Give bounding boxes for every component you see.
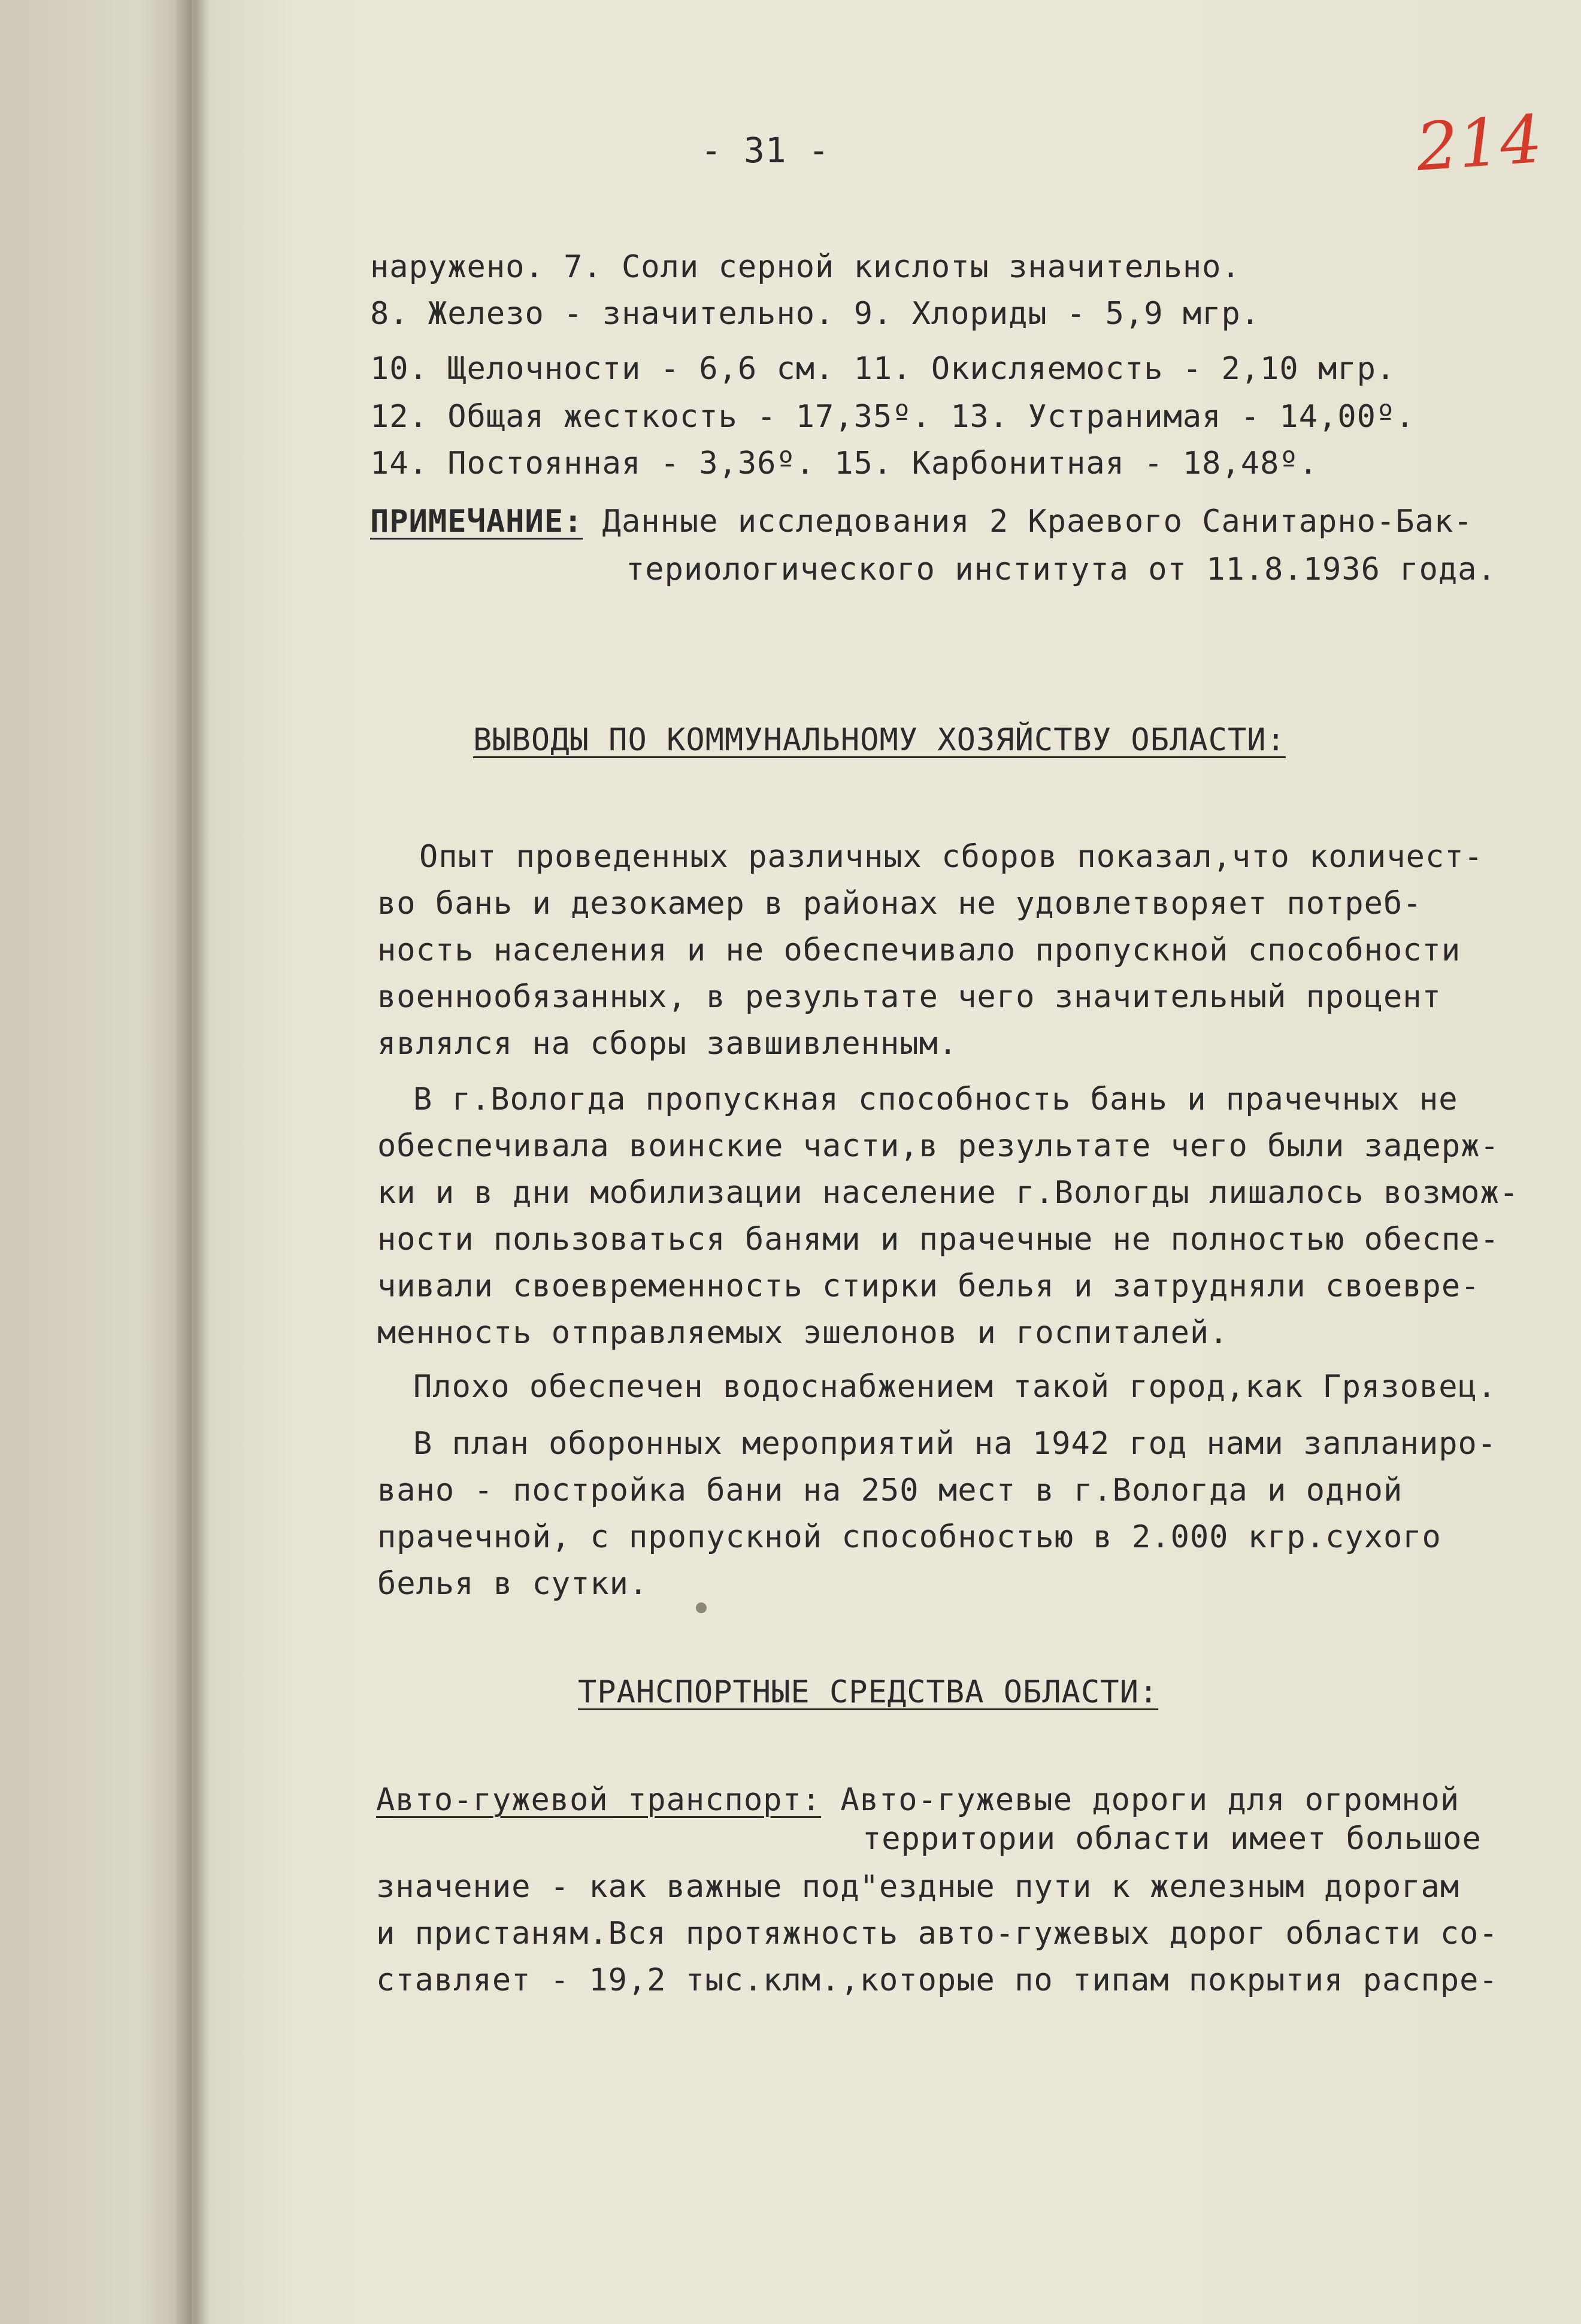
archive-annotation: 214 <box>1413 100 1545 186</box>
paragraph-line: и пристаням.Вся протяжность авто-гужевых дорог области со- <box>376 1916 1498 1952</box>
page-number: - 31 - <box>701 130 830 171</box>
text-line: 14. Постоянная - 3,36º. 15. Карбонитная - 18,48º. <box>370 446 1319 481</box>
paragraph-line: менность отправляемых эшелонов и госпиталей. <box>377 1315 1229 1351</box>
paragraph-line: вано - постройка бани на 250 мест в г.Вологда и одной <box>377 1472 1403 1508</box>
note-line <box>370 504 1473 540</box>
text-line: 8. Железо - значительно. 9. Хлориды - 5,9 мгр. <box>370 296 1261 332</box>
section-heading: ТРАНСПОРТНЫЕ СРЕДСТВА ОБЛАСТИ: <box>578 1674 1159 1710</box>
paragraph-line: В план оборонных мероприятий на 1942 год нами запланиро- <box>413 1426 1497 1462</box>
page-fold-shadow <box>174 0 210 2324</box>
paragraph-line: Опыт проведенных различных сборов показал,что количест- <box>419 839 1483 875</box>
paragraph-line: В г.Вологда пропускная способность бань и прачечных не <box>413 1081 1458 1117</box>
paper-mark <box>696 1602 707 1613</box>
lead-text: Авто-гужевые дороги для огромной <box>821 1782 1460 1818</box>
subheading-line <box>376 1784 1459 1816</box>
paragraph-line: ставляет - 19,2 тыс.клм.,которые по типам покрытия распре- <box>376 1962 1498 1998</box>
paragraph-line: Плохо обеспечен водоснабжением такой город,как Грязовец. <box>413 1369 1497 1405</box>
text-line: 10. Щелочности - 6,6 см. 11. Окисляемость - 2,10 мгр. <box>370 351 1396 387</box>
paragraph-line: обеспечивала воинские части,в результате чего были задерж- <box>377 1128 1500 1164</box>
adjacent-page <box>0 0 198 2324</box>
paragraph-line: белья в сутки. <box>377 1566 649 1602</box>
paragraph-line: ки и в дни мобилизации население г.Вологды лишалось возмож- <box>377 1175 1519 1211</box>
section-heading: ВЫВОДЫ ПО КОММУНАЛЬНОМУ ХОЗЯЙСТВУ ОБЛАСТИ: <box>473 722 1286 758</box>
paragraph-line: чивали своевременность стирки белья и затрудняли своевре- <box>377 1268 1480 1304</box>
paragraph-line: ности пользоваться банями и прачечные не полностью обеспе- <box>377 1222 1500 1258</box>
paragraph-line: территории области имеет большое <box>862 1821 1482 1857</box>
text-line: 12. Общая жесткость - 17,35º. 13. Устранимая - 14,00º. <box>370 399 1415 435</box>
paragraph-line: во бань и дезокамер в районах не удовлетворяет потреб- <box>377 886 1422 922</box>
paragraph-line: значение - как важные под"ездные пути к железным дорогам <box>376 1869 1460 1905</box>
paragraph-line: являлся на сборы завшивленным. <box>377 1026 958 1062</box>
text-line: наружено. 7. Соли серной кислоты значительно. <box>370 249 1241 285</box>
paragraph-line: ность населения и не обеспечивало пропускной способности <box>377 932 1461 968</box>
transport-subheading: Авто-гужевой транспорт: <box>376 1782 822 1818</box>
note-label: ПРИМЕЧАНИЕ: <box>370 504 583 540</box>
paragraph-line: военнообязанных, в результате чего значительный процент <box>377 979 1441 1015</box>
note-continuation: териологического института от 11.8.1936 года. <box>626 552 1497 587</box>
note-text: Данные исследования 2 Краевого Санитарно-Бак- <box>583 504 1473 540</box>
paragraph-line: прачечной, с пропускной способностью в 2.000 кгр.сухого <box>377 1519 1441 1555</box>
